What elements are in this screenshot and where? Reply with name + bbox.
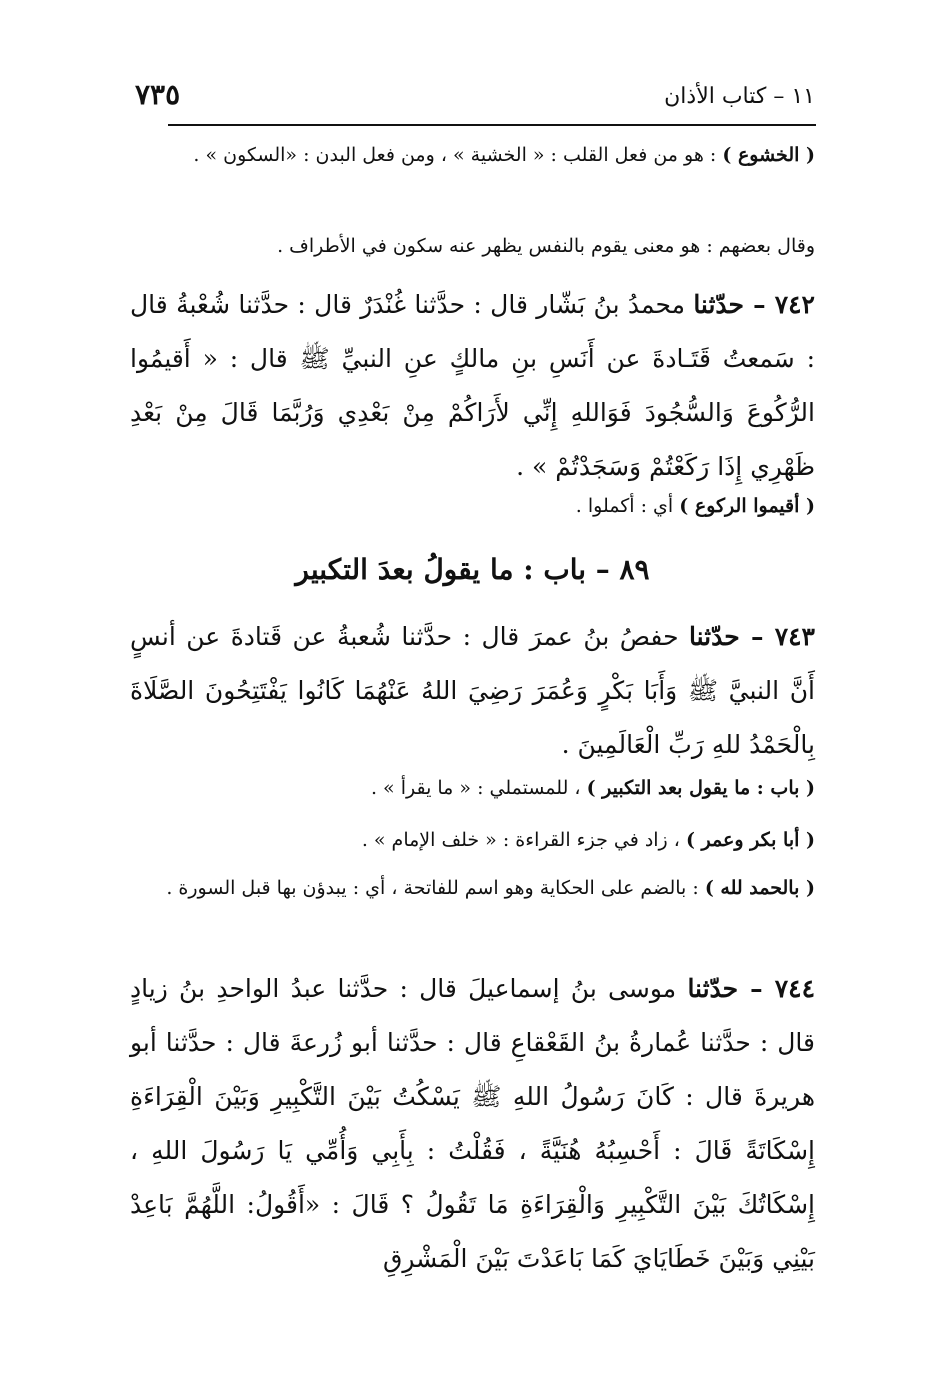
note-text: ، للمستملي : « ما يقرأ » . bbox=[370, 777, 587, 799]
note-term: ( أبا بكر وعمر ) bbox=[685, 829, 815, 851]
note-khushu bbox=[130, 135, 815, 175]
note-term: ( الخشوع ) bbox=[722, 144, 815, 166]
chapter-title: ١١ – كتاب الأذان bbox=[664, 84, 815, 109]
note-text: أي : أكملوا . bbox=[575, 495, 680, 517]
hadith-743 bbox=[130, 610, 815, 772]
page-number: ٧٣٥ bbox=[135, 78, 181, 111]
note-term: ( بالحمد لله ) bbox=[704, 877, 815, 899]
hadith-number: ٧٤٢ – حدّثنا bbox=[693, 290, 815, 319]
note-baaduhum bbox=[130, 226, 815, 266]
hadith-text: حفصُ بنُ عمرَ قال : حدَّثنا شُعبةُ عن قَتادةَ عن أنسٍ أَنَّ النبيَّ ﷺ وَأَبَا بَكْرٍ وَعُمَرَ رَضِيَ اللهُ عَنْهُمَا كَانُوا يَفْتَتِحُونَ الصَّلَاةَ بِالْحَمْدُ للهِ رَبِّ الْعَالَمِينَ . bbox=[130, 622, 815, 759]
hadith-744 bbox=[130, 962, 815, 1286]
note-term: ( أقيموا الركوع ) bbox=[679, 495, 815, 517]
note-bilhamd bbox=[130, 868, 815, 908]
note-bab bbox=[130, 768, 815, 808]
note-aba-bakr bbox=[130, 820, 815, 860]
note-text: : هو من فعل القلب : « الخشية » ، ومن فعل البدن : «السكون » . bbox=[193, 144, 723, 166]
note-text: وقال بعضهم : هو معنى يقوم بالنفس يظهر عنه سكون في الأطراف . bbox=[277, 235, 815, 257]
page-header bbox=[135, 78, 815, 120]
hadith-number: ٧٤٤ – حدّثنا bbox=[687, 974, 816, 1003]
hadith-742 bbox=[130, 278, 815, 494]
header-rule bbox=[168, 124, 816, 126]
note-text: ، زاد في جزء القراءة : « خلف الإمام » . bbox=[361, 829, 686, 851]
hadith-text: موسى بنُ إسماعيلَ قال : حدَّثنا عبدُ الواحدِ بنُ زيادٍ قال : حدَّثنا عُمارةُ بنُ القَعْقاعِ قال : حدَّثنا أبو زُرعةَ قال : حدَّثنا أبو هريرةَ قال : كَانَ رَسُولُ اللهِ ﷺ يَسْكُتُ بَيْنَ التَّكْبِيرِ وَبَيْنَ الْقِرَاءَةِ إِسْكَاتَةً قَالَ : أَحْسِبُهُ هُنَيَّةً ، فَقُلْتُ : بِأَبِي وَأُمِّي يَا رَسُولَ اللهِ ، إِسْكَاتُكَ بَيْنَ التَّكْبِيرِ وَالْقِرَاءَةِ مَا تَقُولُ ؟ قَالَ : «أَقُولُ: اللَّهُمَّ بَاعِدْ بَيْنِي وَبَيْنَ خَطَايَايَ كَمَا بَاعَدْتَ بَيْنَ الْمَشْرِقِ bbox=[130, 974, 815, 1273]
hadith-text: محمدُ بنُ بَشّار قال : حدَّثنا غُنْدَرٌ قال : حدَّثنا شُعْبةُ قال : سَمعتُ قَتَـادةَ عن أَنَسِ بنِ مالكٍ عنِ النبيِّ ﷺ قال : « أَقيمُوا الرُّكُوعَ وَالسُّجُودَ فَوَاللهِ إِنِّي لأَرَاكُمْ مِنْ بَعْدِي وَرُبَّمَا قَالَ مِنْ بَعْدِ ظَهْرِي إِذَا رَكَعْتُمْ وَسَجَدْتُمْ » . bbox=[130, 290, 815, 481]
note-text: : بالضم على الحكاية وهو اسم للفاتحة ، أي : يبدؤن بها قبل السورة . bbox=[166, 877, 705, 899]
chapter-heading: ٨٩ – باب : ما يقولُ بعدَ التكبير bbox=[295, 553, 650, 586]
note-aqimu bbox=[130, 486, 815, 526]
hadith-number: ٧٤٣ – حدّثنا bbox=[689, 622, 815, 651]
note-term: ( باب : ما يقول بعد التكبير ) bbox=[586, 777, 815, 799]
